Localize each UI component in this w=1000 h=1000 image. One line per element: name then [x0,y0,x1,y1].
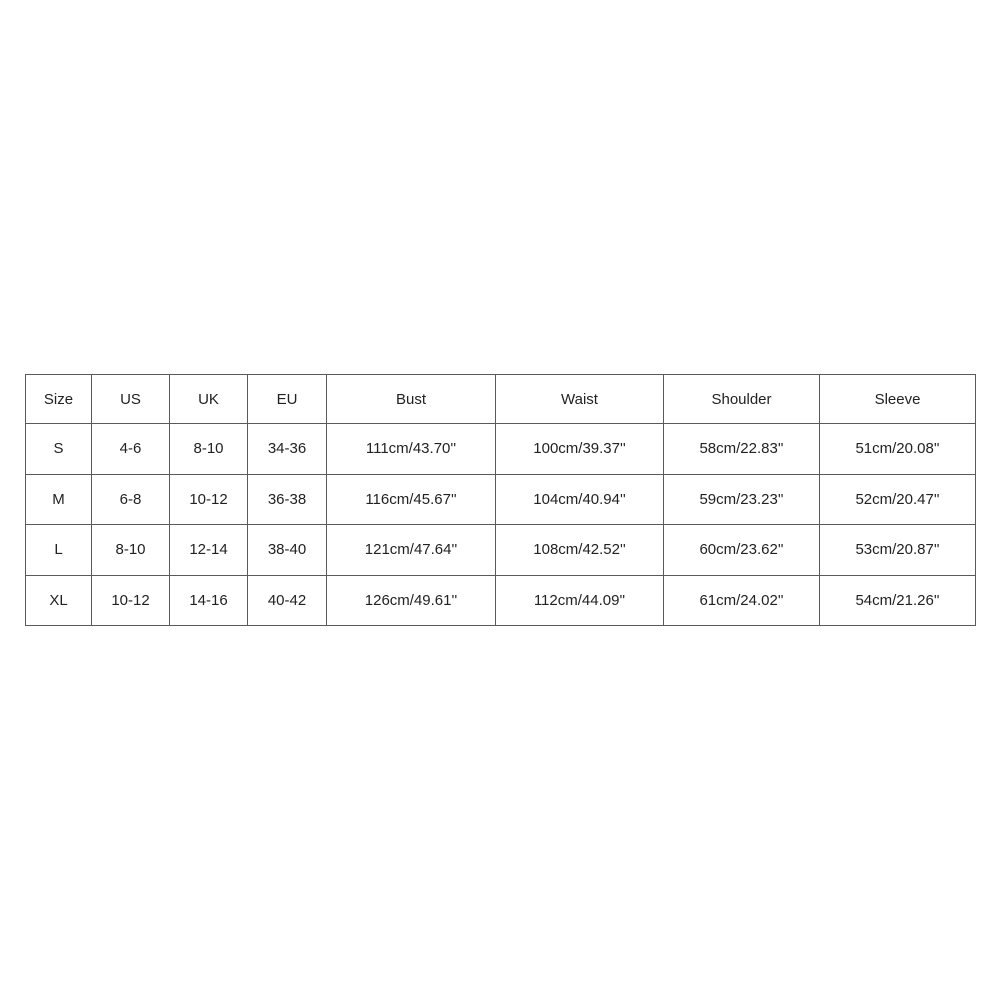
header-size: Size [26,375,92,424]
cell-waist: 112cm/44.09'' [496,575,664,626]
cell-uk: 10-12 [170,474,248,525]
cell-shoulder: 58cm/22.83'' [664,424,820,475]
size-chart-table [25,374,976,626]
table-row [26,525,976,576]
cell-sleeve: 54cm/21.26'' [820,575,976,626]
cell-us: 10-12 [92,575,170,626]
table-header-row [26,375,976,424]
header-shoulder: Shoulder [664,375,820,424]
cell-uk: 14-16 [170,575,248,626]
cell-shoulder: 59cm/23.23'' [664,474,820,525]
cell-eu: 38-40 [248,525,327,576]
cell-bust: 111cm/43.70'' [327,424,496,475]
cell-size: S [26,424,92,475]
cell-us: 6-8 [92,474,170,525]
cell-bust: 126cm/49.61'' [327,575,496,626]
header-bust: Bust [327,375,496,424]
table-row [26,474,976,525]
cell-shoulder: 61cm/24.02'' [664,575,820,626]
header-uk: UK [170,375,248,424]
cell-shoulder: 60cm/23.62'' [664,525,820,576]
cell-bust: 116cm/45.67'' [327,474,496,525]
cell-us: 8-10 [92,525,170,576]
cell-size: M [26,474,92,525]
header-us: US [92,375,170,424]
header-eu: EU [248,375,327,424]
cell-waist: 100cm/39.37'' [496,424,664,475]
cell-eu: 34-36 [248,424,327,475]
cell-size: L [26,525,92,576]
cell-waist: 108cm/42.52'' [496,525,664,576]
cell-uk: 8-10 [170,424,248,475]
cell-sleeve: 51cm/20.08'' [820,424,976,475]
table-row [26,575,976,626]
cell-waist: 104cm/40.94'' [496,474,664,525]
cell-uk: 12-14 [170,525,248,576]
cell-sleeve: 53cm/20.87'' [820,525,976,576]
cell-size: XL [26,575,92,626]
table-row [26,424,976,475]
cell-sleeve: 52cm/20.47'' [820,474,976,525]
cell-us: 4-6 [92,424,170,475]
header-waist: Waist [496,375,664,424]
header-sleeve: Sleeve [820,375,976,424]
cell-bust: 121cm/47.64'' [327,525,496,576]
cell-eu: 40-42 [248,575,327,626]
cell-eu: 36-38 [248,474,327,525]
